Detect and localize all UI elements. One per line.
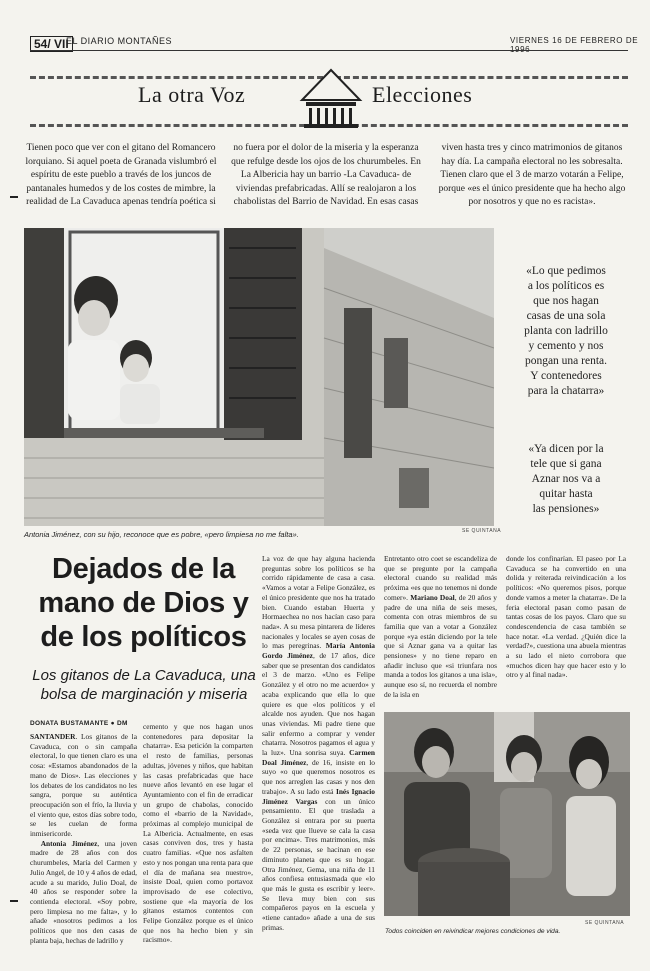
page-number: 54/ VII: [30, 36, 73, 52]
article-column-5: donde los confinarían. El paseo por La Cavaduca se ha convertido en una dolida y reiterada reivindicación a los políticos: «No queremos pisos, porque donde vamos a meter la chatarra». De la feria electoral pasan como pasan de tantas cosas de los payos. Claro que su condescendencia de casa también se hace notar. «La verdad. ¿Quién dice la verdad?», cuestiona una abuela mientras a su lado el nieto corrobora que «muchos dicen hay que hacer esto y lo otro y al final nada».: [506, 554, 626, 680]
section-title-right: Elecciones: [372, 82, 473, 107]
family-photo: [384, 712, 630, 916]
photo-caption-2: Todos coinciden en reivindicar mejores condiciones de vida.: [385, 928, 561, 935]
pull-quote-2: «Ya dicen por la tele que si gana Aznar nos va a quitar hasta las pensiones»: [528, 443, 604, 515]
article-column-4: Entretanto otro coet se escandeliza de que se pregunte por la campaña electoral cuando su realidad más próxima «es que no tenemos ni donde comer». Mariano Doal, de 20 años y padre de una niña de seis meses, comenta con otras miembros de su familia que van a votar a González porque «ya están diciendo por la tele que si Aznar gana va a quitar las pensiones» y no tiene reparo en añadir incluso que «si triunfara nos manda a todos los gitanos a una isla», aunque eso sí, no recuerda el nombre de la isla en: [384, 554, 497, 699]
section-title-left: La otra Voz: [138, 82, 246, 107]
house-window-illustration: [24, 228, 494, 526]
byline: DONATA BUSTAMANTE ● DM: [30, 720, 128, 727]
newspaper-name: EL DIARIO MONTAÑES: [66, 36, 173, 46]
photo-credit-2: SE QUINTANA: [585, 920, 625, 926]
pull-quote-1: «Lo que pedimos a los políticos es que nos hagan casas de una sola planta con ladrillo y cemento y nos pongan una renta. Y contenedores para la chatarra»: [524, 265, 608, 397]
main-photo: [24, 228, 494, 526]
intro-column-1: Tienen poco que ver con el gitano del Romancero lorquiano. Si aquel poeta de Granada vislumbró el espíritu de este pueblo a través de los juncos de pantanales humedos y de los costes de mimbre, la realidad de La Cavaduca apenas tendría poética si: [25, 143, 217, 207]
photo-credit-1: SE QUINTANA: [462, 528, 502, 534]
publication-date: VIERNES 16 DE FEBRERO DE 1996: [510, 36, 639, 54]
article-column-2: cemento y que nos hagan unos contenedores para depositar la chatarra». Esa petición la comparten el resto de familias, personas adultas, jóvenes y niños, que habitan las casas prefabricadas que hace nueve años levantó en ese lugar el Ayuntamiento con el fin de erradicar un grupo de chabolas, conocido como el «barrio de la Navidad», próximas al complejo municipal de La Albericia. Actualmente, en esas casas conviven dos, tres y hasta cuatro familias. «Que nos asfalten esto y nos pongan una renta para que el día de mañana sea nuestro», insiste Doal, quien como portavoz improvisado de ese colectivo, sostiene que «la mayoría de los gitanos estamos contentos con Felipe González porque es el único que nos ha hecho bien y sin racismo».: [143, 722, 253, 945]
intro-column-2: no fuera por el dolor de la miseria y la esperanza que refulge desde los ojos de los churumbeles. En La Albericia hay un barrio -La Cavaduca- de viviendas prefabricadas. Allí se realojaron a los chabolistas del Barrio de Navidad. En esas casas: [231, 143, 421, 207]
family-group-illustration: [384, 712, 630, 916]
margin-mark-bottom: [10, 900, 18, 902]
headline: Dejados de la mano de Dios y de los políticos: [38, 553, 249, 653]
photo-caption-1: Antonia Jiménez, con su hijo, reconoce que es pobre, «pero limpiesa no me falta».: [24, 530, 299, 539]
subheadline: Los gitanos de La Cavaduca, una bolsa de marginación y miseria: [32, 667, 256, 703]
article-column-1: SANTANDER. Los gitanos de la Cavaduca, con o sin campaña electoral, lo que tienen claro es una cosa: «Estamos abandonados de la mano de Dios». Las elecciones y los debates de los candidatos no les sangra, porque su auténtica preocupación son el frío, la lluvia y el viento que, estos días sobre todo, se les cuelan de forma inmisericorde. Antonia Jiménez, una joven madre de 28 años con dos churumbeles, María del Carmen y Julio Angel, de 10 y 4 años de edad, acude a su marido, Julio Doal, de 40 años se responder sobre la contienda electoral. «Soy pobre, pero limpiesa no me falta», y lo añade «nosotros pedimos a los políticos que nos den casas de planta baja, hechas de ladrillo y: [30, 732, 138, 945]
article-column-3: La voz de que hay alguna hacienda preguntas sobre los políticos se ha corrido rápidamente de casa a casa. «Vamos a votar a Felipe González, es el único presidente que nos ha tratado bien. Cuando estaban Huerta y Hormaechea no nos hacían caso para nada». A su mesa pintarera de líderes nacionales y locales se ayen cosas de lo mas peregrinas. María Antonia Gordo Jiménez, de 17 años, dice saber que se presentan dos candidatos el 3 de marzo. «Uno es Felipe González y el otro no me acuerdo» y acaba explicando que ella lo que quiere es que «los políticos y el alcalde nos ayuden. Que nos hagan unas viviendas. Mi padre tiene que salir enfermo a comprar y vender chatarra. Nosotros pagamos el agua y la luz». Una sonrisa suya. Carmen Doal Jiménez, de 16, insiste en lo suyo «o que queremos nosotros es que nos arreglen las casas y nos den trabajo». A su lado está Inés Ignacio Jiménez Vargas con un único pensamiento. El que traslada a González si entrara por su puerta «seda vez que llueve se cala la casa por encima». Tres matrimonios, más de 22 personas, se hacinan en ese diminuto planeta que es su hogar. Otra Jiménez, Gema, una niña de 11 años confiesa entusiasmada que «lo que más le gusta es escribir y leer». Se lleva muy bien con sus compañeros payos en la escuela y «tiene cantado» añade a una de sus primas.: [262, 554, 376, 932]
ballot-building-icon: [296, 64, 366, 130]
intro-column-3: viven hasta tres y cinco matrimonios de gitanos hay día. La campaña electoral no les sobresalta. Tienen claro que el 3 de marzo votarán a Felipe, porque «es el único presidente que ha hecho algo por nosotros y que no es racista».: [438, 143, 626, 207]
margin-mark: [10, 196, 18, 198]
header-rule: [30, 50, 628, 51]
